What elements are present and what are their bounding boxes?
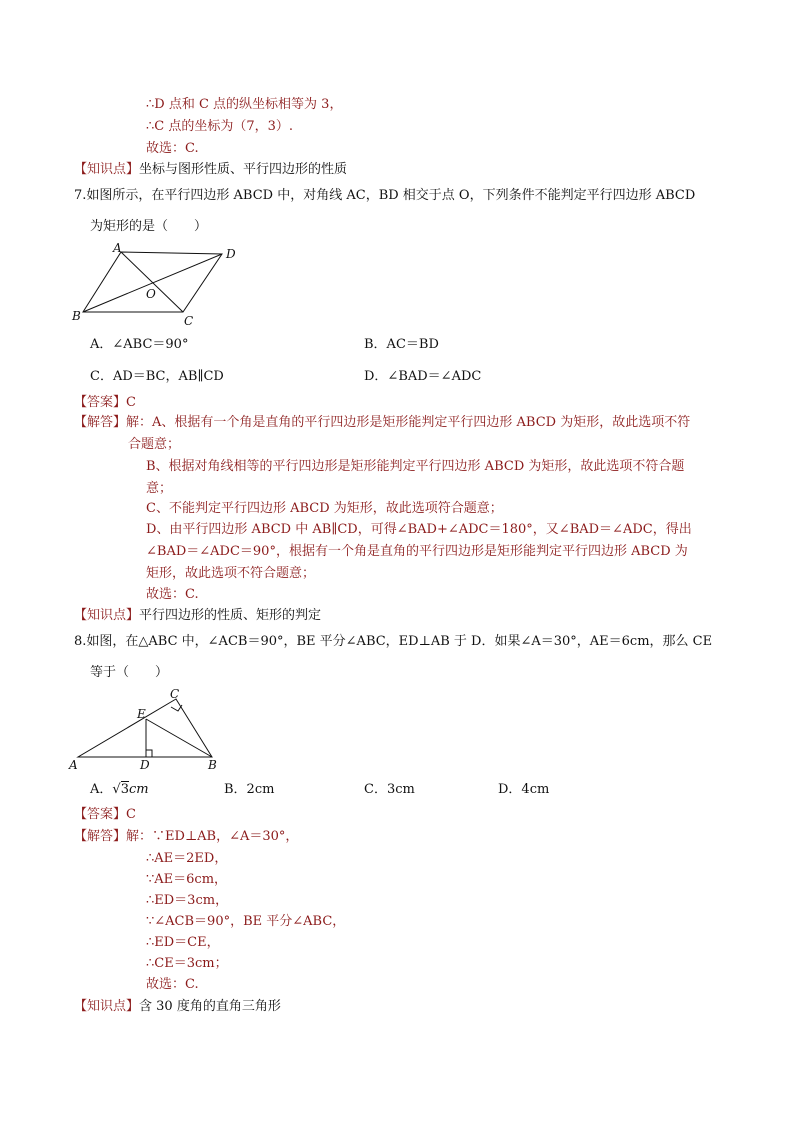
answer-value: C bbox=[126, 807, 136, 822]
q8-solution-line-4: ∴ED＝3cm， bbox=[146, 893, 229, 908]
q7-parallelogram-figure bbox=[66, 240, 246, 332]
q7-solution-line-5: C、不能判定平行四边形 ABCD 为矩形，故此选项符合题意； bbox=[146, 501, 503, 516]
q8-knowledge bbox=[74, 998, 281, 1016]
q8-solution-line-7: ∴CE＝3cm； bbox=[146, 956, 228, 971]
q7-option-c[interactable]: C．AD＝BC，AB∥CD bbox=[90, 369, 224, 384]
sqrt-symbol: √3 bbox=[112, 782, 129, 797]
bisector-be bbox=[146, 719, 212, 757]
prev-solution-line-2: ∴C 点的坐标为（7，3）. bbox=[146, 119, 294, 134]
q7-stem-line-2: 为矩形的是（ ） bbox=[90, 219, 208, 234]
diagonal-ac bbox=[121, 252, 183, 312]
q7-solution-line-2: 合题意； bbox=[128, 437, 181, 452]
q8-solution-line-6: ∴ED＝CE， bbox=[146, 935, 220, 950]
q8-option-c[interactable]: C．3cm bbox=[364, 782, 415, 797]
q8-solution-line-3: ∵AE＝6cm， bbox=[146, 872, 228, 887]
q8-stem-line-1: 8.如图，在△ABC 中，∠ACB＝90°，BE 平分∠ABC，ED⊥AB 于 D．如果∠A＝30°，AE＝6cm，那么 CE bbox=[74, 634, 713, 649]
answer-tag: 【答案】 bbox=[74, 395, 127, 410]
q8-answer bbox=[74, 806, 136, 824]
q7-option-a[interactable]: A．∠ABC＝90° bbox=[90, 337, 189, 352]
q8-solution-line-2: ∴AE＝2ED， bbox=[146, 851, 228, 866]
label-d: D bbox=[140, 758, 150, 772]
q8-solution-line-8: 故选：C. bbox=[146, 977, 199, 992]
solution-tag: 【解答】 bbox=[74, 415, 127, 430]
label-c: C bbox=[184, 314, 194, 328]
q8-triangle-figure bbox=[66, 686, 226, 774]
q7-solution-line-8: 矩形，故此选项不符合题意； bbox=[146, 566, 316, 581]
solution-tag: 【解答】 bbox=[74, 829, 127, 844]
right-angle-d bbox=[146, 750, 152, 757]
knowledge-text: 含 30 度角的直角三角形 bbox=[139, 999, 281, 1014]
knowledge-tag: 【知识点】 bbox=[74, 608, 140, 623]
q7-solution-line-3: B、根据对角线相等的平行四边形是矩形能判定平行四边形 ABCD 为矩形，故此选项不符合题 bbox=[146, 459, 685, 474]
q8-option-b[interactable]: B．2cm bbox=[224, 782, 275, 797]
q7-solution-line-9: 故选：C. bbox=[146, 587, 199, 602]
q7-solution-line-7: ∠BAD＝∠ADC＝90°，根据有一个角是直角的平行四边形是矩形能判定平行四边形 ABCD 为 bbox=[146, 544, 688, 559]
label-c: C bbox=[170, 687, 180, 701]
label-o: O bbox=[146, 287, 156, 301]
diagonal-bd bbox=[83, 254, 222, 312]
knowledge-text: 平行四边形的性质、矩形的判定 bbox=[139, 608, 322, 623]
q7-solution-line-6: D、由平行四边形 ABCD 中 AB∥CD，可得∠BAD+∠ADC＝180°，又∠BAD＝∠ADC，得出 bbox=[146, 522, 692, 537]
label-a: A bbox=[113, 241, 122, 255]
q7-solution-line-4: 意； bbox=[146, 481, 173, 496]
label-a: A bbox=[69, 758, 78, 772]
q7-answer bbox=[74, 394, 136, 412]
q8-option-a[interactable] bbox=[90, 781, 149, 799]
knowledge-tag: 【知识点】 bbox=[74, 999, 140, 1014]
q7-knowledge bbox=[74, 607, 321, 625]
q8-solution-line-5: ∵∠ACB＝90°，BE 平分∠ABC， bbox=[146, 914, 346, 929]
q8-stem-line-2: 等于（ ） bbox=[90, 665, 169, 680]
label-d: D bbox=[226, 247, 236, 261]
solution-text: ∵ED⊥AB，∠A＝30°， bbox=[152, 829, 299, 844]
prev-knowledge bbox=[74, 161, 347, 179]
answer-tag: 【答案】 bbox=[74, 807, 127, 822]
knowledge-text: 坐标与图形性质、平行四边形的性质 bbox=[139, 162, 348, 177]
prev-solution-line-3: 故选：C. bbox=[146, 141, 199, 156]
label-b: B bbox=[208, 758, 217, 772]
sqrt-radicand: 3 bbox=[120, 782, 129, 797]
option-a-unit: cm bbox=[128, 782, 149, 797]
q7-solution-line-1 bbox=[74, 414, 690, 432]
option-a-prefix: A． bbox=[90, 782, 113, 797]
q7-stem-line-1: 7.如图所示，在平行四边形 ABCD 中，对角线 AC，BD 相交于点 O，下列条件不能判定平行四边形 ABCD bbox=[74, 188, 696, 203]
q8-option-d[interactable]: D．4cm bbox=[498, 782, 550, 797]
knowledge-tag: 【知识点】 bbox=[74, 162, 140, 177]
prev-solution-line-1: ∴D 点和 C 点的纵坐标相等为 3， bbox=[146, 97, 343, 112]
answer-value: C bbox=[126, 395, 136, 410]
solution-prefix: 解： bbox=[126, 829, 153, 844]
q8-solution-line-1 bbox=[74, 828, 298, 846]
q7-option-d[interactable]: D．∠BAD＝∠ADC bbox=[364, 369, 482, 384]
label-e: E bbox=[137, 707, 146, 721]
solution-text: 解：A、根据有一个角是直角的平行四边形是矩形能判定平行四边形 ABCD 为矩形，故此选项不符 bbox=[126, 415, 691, 430]
label-b: B bbox=[72, 309, 81, 323]
q7-option-b[interactable]: B．AC＝BD bbox=[364, 337, 439, 352]
